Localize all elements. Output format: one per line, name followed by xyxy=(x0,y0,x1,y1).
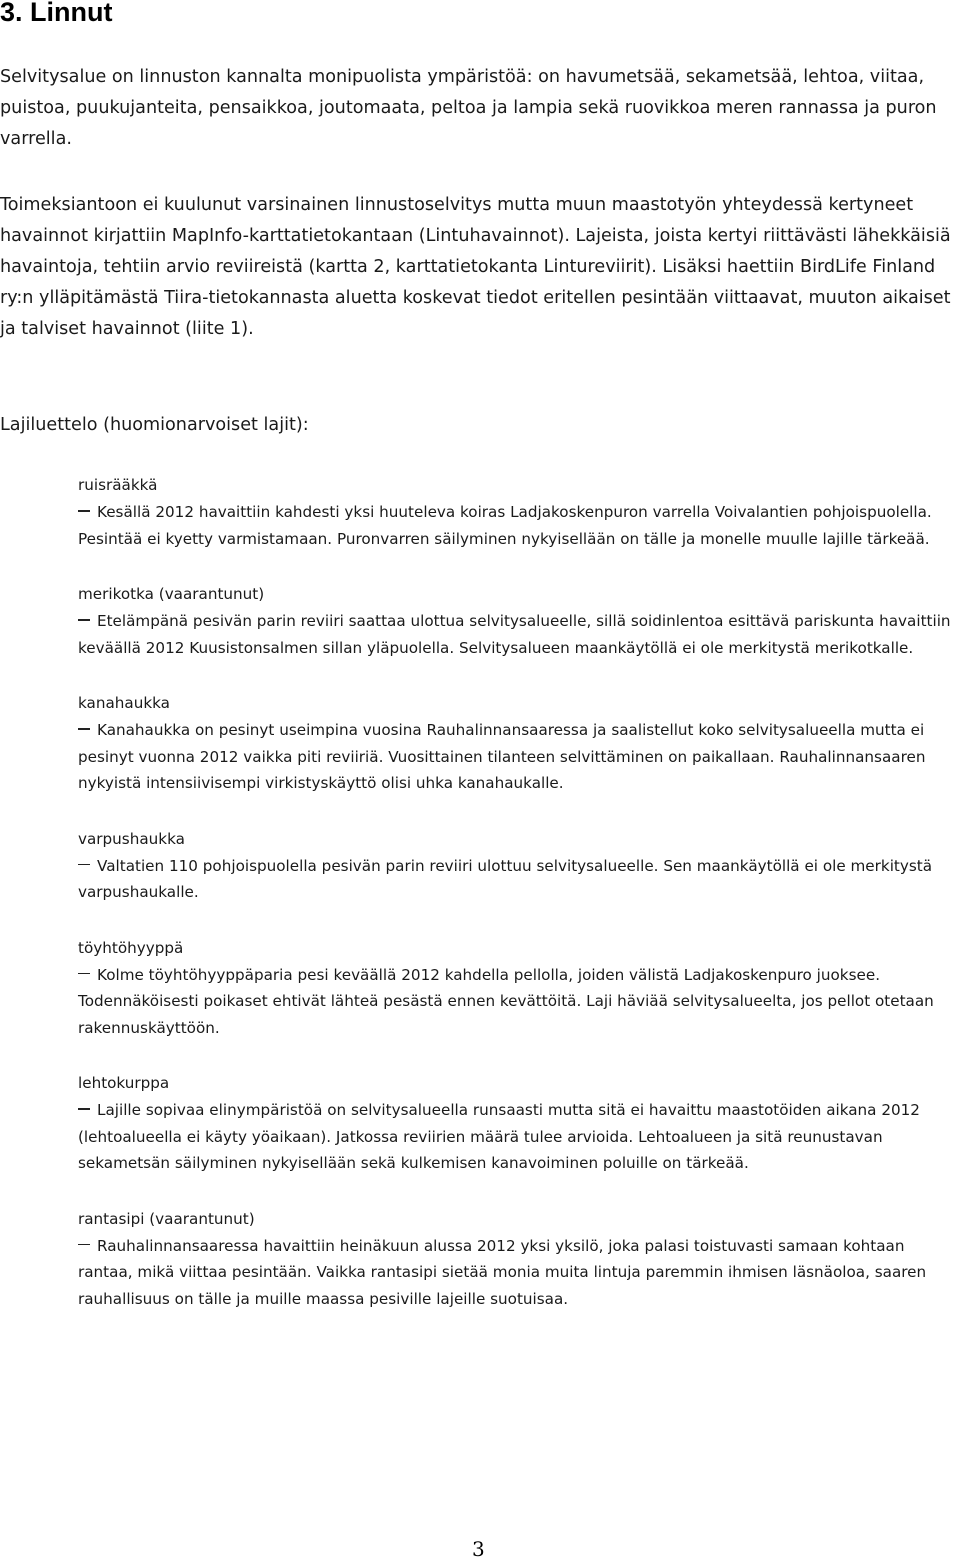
species-name: lehtokurppa xyxy=(78,1074,170,1092)
species-entry xyxy=(78,472,958,552)
species-description-text: Etelämpänä pesivän parin reviiri saattaa ulottua selvitysalueelle, sillä soidinlentoa esittävä pariskunta havaittiin keväällä 2012 Kuusistonsalmen sillan yläpuolella. Selvitysalueen maankäytöllä ei ole merkitystä merikotkalle. xyxy=(78,612,951,657)
species-description-text: Rauhalinnansaaressa havaittiin heinäkuun alussa 2012 yksi yksilö, joka palasi toistuvasti samaan kohtaan rantaa, mikä viittaa pesintään. Vaikka rantasipi sietää monia muita lintuja paremmin ihmisen läsnäoloa, saaren rauhallisuus on tälle ja muille maassa pesiville lajeille suotuisaa. xyxy=(78,1236,927,1308)
species-entry xyxy=(78,826,958,906)
species-entry xyxy=(78,690,958,797)
species-entry xyxy=(78,1070,958,1177)
species-description-text: Kesällä 2012 havaittiin kahdesti yksi huuteleva koiras Ladjakoskenpuron varrella Voivalantien pohjoispuolella. Pesintää ei kyetty varmistamaan. Puronvarren säilyminen nykyisellään on tälle ja monelle muulle lajille tärkeää. xyxy=(78,503,932,548)
species-name: rantasipi (vaarantunut) xyxy=(78,1209,255,1228)
species-description xyxy=(78,1097,958,1177)
dash-icon xyxy=(78,1108,90,1110)
dash-icon xyxy=(78,728,90,730)
species-description-text: Kanahaukka on pesinyt useimpina vuosina Rauhalinnansaaressa ja saalistellut koko selvitysalueella mutta ei pesinyt vuonna 2012 vaikka piti reviiriä. Vuosittainen tilanteen selvittäminen on paikallaan. Rauhalinnansaaren nykyistä intensiivisempi virkistyskäyttö olisi uhka kanahaukalle. xyxy=(78,721,926,792)
species-description xyxy=(78,499,958,552)
species-name: varpushaukka xyxy=(78,829,185,848)
dash-icon xyxy=(78,510,90,512)
dash-icon xyxy=(78,1244,90,1246)
species-description-text: Lajille sopivaa elinympäristöä on selvitysalueella runsaasti mutta sitä ei havaittu maastotöiden aikana 2012 (lehtoalueella ei käyty yöaikaan). Jatkossa reviirien määrä tulee arvioida. Lehtoalueen ja sitä reunustavan sekametsän säilyminen nykyisellään sekä kulkemisen kanavoiminen poluille on tärkeää. xyxy=(78,1101,920,1172)
dash-icon xyxy=(78,619,90,621)
section-heading: 3. Linnut xyxy=(0,0,113,27)
species-description xyxy=(78,717,958,797)
species-description xyxy=(78,608,958,661)
species-list xyxy=(78,472,958,1341)
species-description xyxy=(78,853,958,906)
species-entry xyxy=(78,1206,958,1313)
method-paragraph: Toimeksiantoon ei kuulunut varsinainen linnustoselvitys mutta muun maastotyön yhteydessä kertyneet havainnot kirjattiin MapInfo-karttatietokantaan (Lintuhavainnot). Lajeista, joista kertyi riittävästi lähekkäisiä havaintoja, tehtiin arvio reviireistä (kartta 2, karttatietokanta Lintureviirit). Lisäksi haettiin BirdLife Finland ry:n ylläpitämästä Tiira-tietokannasta aluetta koskevat tiedot eritellen pesintään viittaavat, muuton aikaiset ja talviset havainnot (liite 1). xyxy=(0,195,951,339)
intro-paragraph: Selvitysalue on linnuston kannalta monipuolista ympäristöä: on havumetsää, sekametsää, lehtoa, viitaa, puistoa, puukujanteita, pensaikkoa, joutomaata, peltoa ja lampia sekä ruovikkoa meren rannassa ja puron varrella. xyxy=(0,67,937,149)
species-entry xyxy=(78,935,958,1042)
species-entry xyxy=(78,581,958,661)
species-description xyxy=(78,1233,958,1313)
species-name: merikotka (vaarantunut) xyxy=(78,585,265,603)
species-name: töyhtöhyyppä xyxy=(78,938,184,957)
species-description-text: Valtatien 110 pohjoispuolella pesivän parin reviiri ulottuu selvitysalueelle. Sen maankäytöllä ei ole merkitystä varpushaukalle. xyxy=(78,856,933,901)
page-number: 3 xyxy=(472,1537,485,1561)
dash-icon xyxy=(78,973,90,975)
species-description-text: Kolme töyhtöhyyppäparia pesi keväällä 2012 kahdella pellolla, joiden välistä Ladjakoskenpuro juoksee. Todennäköisesti poikaset ehtivät lähteä pesästä ennen kevättöitä. Laji häviää selvitysalueelta, jos pellot otetaan rakennuskäyttöön. xyxy=(78,965,934,1037)
species-name: ruisrääkkä xyxy=(78,476,158,494)
species-list-title: Lajiluettelo (huomionarvoiset lajit): xyxy=(0,415,309,435)
species-name: kanahaukka xyxy=(78,694,170,712)
species-description xyxy=(78,962,958,1042)
dash-icon xyxy=(78,864,90,866)
